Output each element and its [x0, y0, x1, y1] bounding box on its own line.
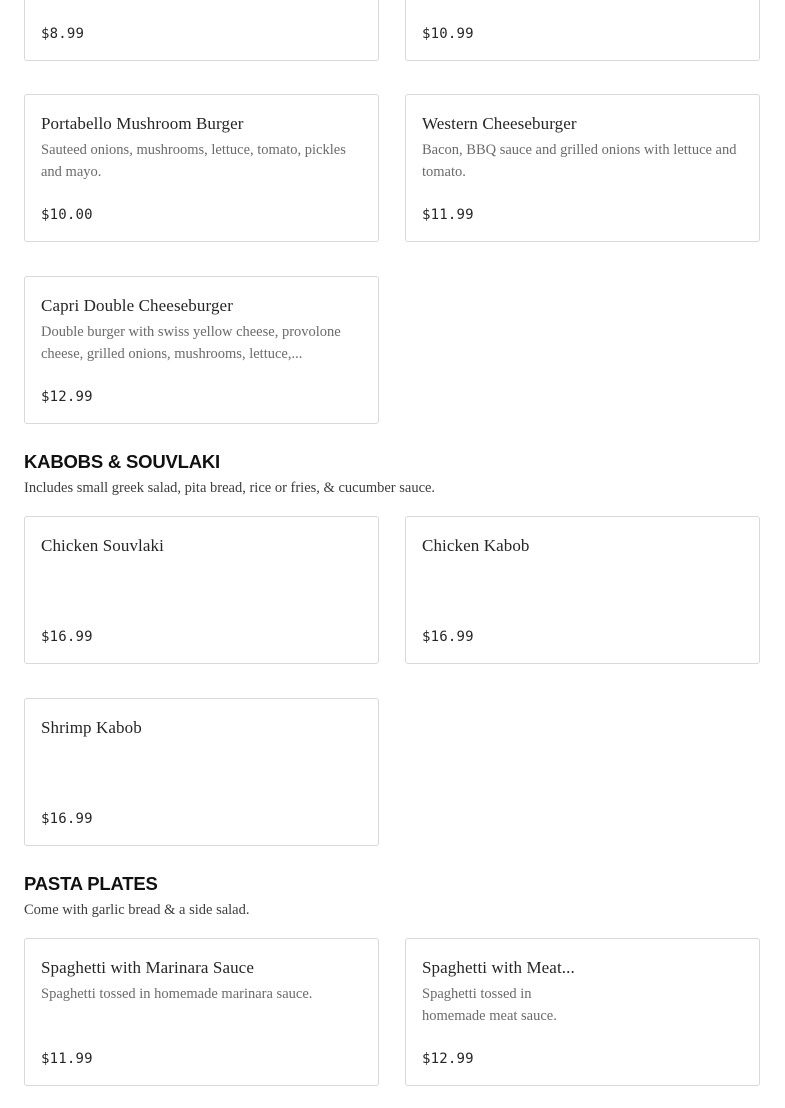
menu-item-name: Western Cheeseburger [422, 114, 577, 133]
menu-item-name: Chicken Kabob [422, 536, 530, 555]
section-title-kabobs: KABOBS & SOUVLAKI [24, 451, 220, 472]
menu-item-card[interactable] [405, 0, 760, 61]
menu-item-card[interactable] [24, 698, 379, 846]
menu-item-price: $12.99 [422, 1051, 474, 1067]
section-title-pasta: PASTA PLATES [24, 873, 158, 894]
menu-item-card[interactable] [24, 276, 379, 424]
menu-item-name: Shrimp Kabob [41, 718, 142, 737]
menu-item-price: $16.99 [41, 629, 93, 645]
menu-item-card[interactable] [405, 516, 760, 664]
menu-item-description: Bacon, BBQ sauce and grilled onions with lettuce and tomato. [422, 142, 737, 180]
menu-item-name: Portabello Mushroom Burger [41, 114, 244, 133]
menu-item-description: Spaghetti tossed in homemade marinara sauce. [41, 986, 313, 1002]
menu-item-name: Capri Double Cheeseburger [41, 296, 233, 315]
menu-item-price: $10.99 [422, 26, 474, 42]
menu-item-price: $16.99 [41, 811, 93, 827]
menu-item-price: $11.99 [422, 207, 474, 223]
menu-item-card[interactable] [24, 516, 379, 664]
menu-item-card[interactable] [405, 94, 760, 242]
menu-item-description: Spaghetti tossed in homemade meat sauce. [422, 986, 557, 1024]
section-description-pasta: Come with garlic bread & a side salad. [24, 902, 250, 918]
menu-item-name: Chicken Souvlaki [41, 536, 164, 555]
menu-item-description: Double burger with swiss yellow cheese, provolone cheese, grilled onions, mushrooms, lettuce,... [41, 324, 341, 362]
menu-item-price: $11.99 [41, 1051, 93, 1067]
menu-item-price: $8.99 [41, 26, 85, 42]
menu-item-name: Spaghetti with Meat... [422, 958, 575, 977]
menu-item-description: Sauteed onions, mushrooms, lettuce, tomato, pickles and mayo. [41, 142, 346, 180]
menu-item-card[interactable] [24, 0, 379, 61]
menu-item-card[interactable] [24, 94, 379, 242]
menu-item-price: $12.99 [41, 389, 93, 405]
section-description-kabobs: Includes small greek salad, pita bread, rice or fries, & cucumber sauce. [24, 480, 436, 496]
menu-item-card[interactable] [24, 938, 379, 1086]
menu-item-price: $10.00 [41, 207, 93, 223]
menu-item-name: Spaghetti with Marinara Sauce [41, 958, 254, 977]
menu-item-price: $16.99 [422, 629, 474, 645]
menu-item-card[interactable] [405, 938, 760, 1086]
